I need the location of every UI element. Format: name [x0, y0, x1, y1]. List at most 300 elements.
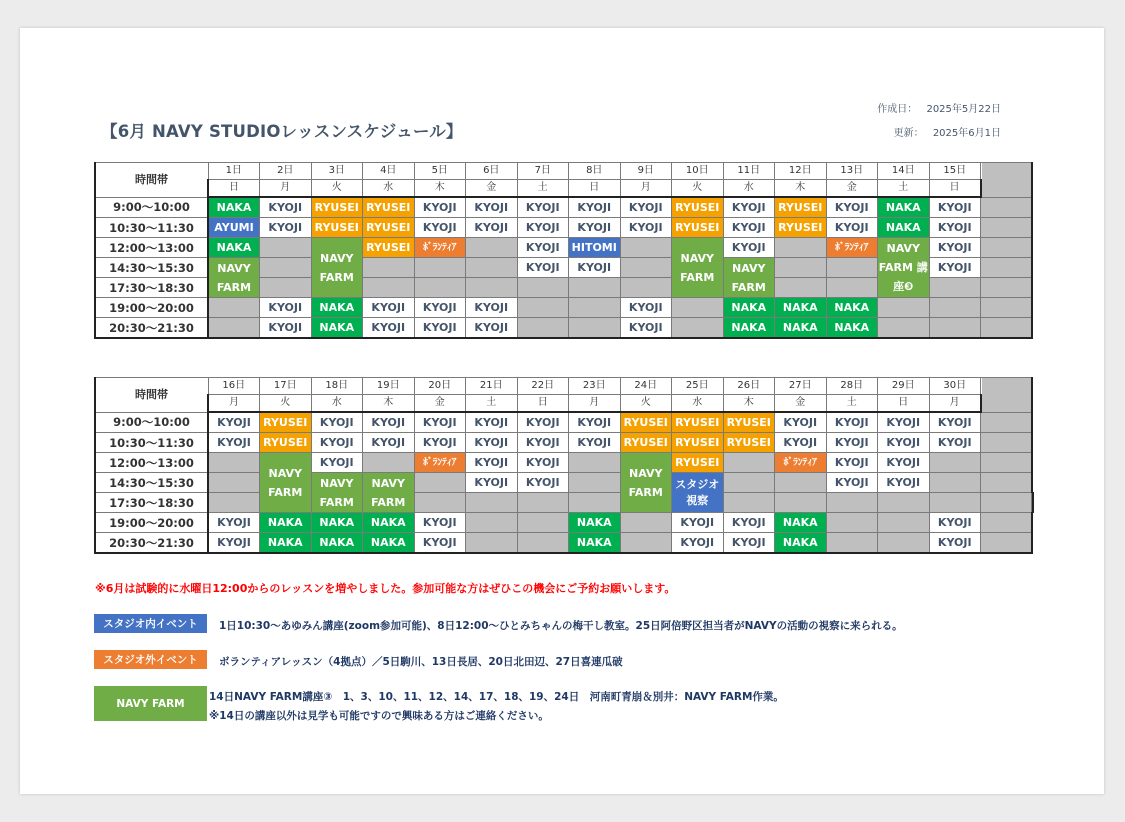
empty-slot-cell — [414, 473, 466, 493]
empty-slot-cell — [929, 473, 981, 493]
studio-event-cell: AYUMI — [208, 218, 260, 238]
lesson-cell-naka: NAKA — [723, 318, 775, 339]
empty-slot-cell — [260, 238, 312, 258]
lesson-cell-naka: NAKA — [775, 533, 827, 554]
date-cell: 2日 — [260, 163, 312, 180]
date-cell: 22日 — [517, 378, 569, 395]
weekday-header-row — [95, 395, 1033, 413]
lesson-cell: KYOJI — [672, 533, 724, 554]
lesson-cell: KYOJI — [826, 433, 878, 453]
time-slot-label: 14:30～15:30 — [95, 258, 208, 278]
legend-farm-text-2: ※14日の講座以外は見学も可能ですので興味ある方はご連絡ください。 — [209, 710, 549, 722]
weekday-cell: 月 — [620, 180, 672, 198]
empty-slot-cell — [208, 318, 260, 339]
empty-slot-cell — [620, 258, 672, 278]
weekday-cell: 土 — [878, 180, 930, 198]
created-date-value: 2025年5月22日 — [926, 104, 1001, 115]
navy-farm-cell: NAVY FARM — [260, 453, 312, 513]
weekday-cell: 月 — [569, 395, 621, 413]
weekday-cell: 金 — [775, 395, 827, 413]
lesson-cell: KYOJI — [929, 258, 981, 278]
empty-slot-cell — [466, 513, 518, 533]
empty-slot-cell — [929, 493, 981, 513]
lesson-cell: KYOJI — [208, 412, 260, 433]
date-header-row — [95, 163, 1032, 180]
empty-slot-cell — [878, 493, 930, 513]
lesson-cell: KYOJI — [929, 197, 981, 218]
weekday-cell: 水 — [311, 395, 363, 413]
volunteer-cell: ﾎﾞﾗﾝﾃｨｱ — [775, 453, 827, 473]
lesson-cell-ryusei: RYUSEI — [260, 433, 312, 453]
date-cell: 6日 — [466, 163, 518, 180]
legend-inside-event-badge — [94, 614, 207, 633]
lesson-cell: KYOJI — [569, 258, 621, 278]
legend-outside-event-badge — [94, 650, 207, 669]
empty-slot-cell — [517, 298, 569, 318]
lesson-cell: KYOJI — [260, 197, 312, 218]
weekday-cell: 金 — [466, 180, 518, 198]
date-cell: 29日 — [878, 378, 930, 395]
lesson-cell: KYOJI — [826, 218, 878, 238]
lesson-cell-ryusei: RYUSEI — [620, 412, 672, 433]
empty-slot-cell — [517, 533, 569, 554]
navy-farm-cell: NAVY FARM — [723, 258, 775, 298]
empty-slot-cell — [981, 218, 1032, 238]
date-cell: 23日 — [569, 378, 621, 395]
page-title: 【6月 NAVY STUDIOレッスンスケジュール】 — [101, 122, 463, 141]
lesson-cell: KYOJI — [414, 197, 466, 218]
empty-slot-cell — [569, 453, 621, 473]
time-slot-label: 12:00～13:00 — [95, 238, 208, 258]
lesson-cell-ryusei: RYUSEI — [775, 218, 827, 238]
empty-slot-cell — [981, 493, 1032, 513]
weekday-cell: 木 — [775, 180, 827, 198]
empty-slot-cell — [775, 258, 827, 278]
empty-slot-cell — [466, 258, 518, 278]
empty-slot-cell — [981, 298, 1032, 318]
created-date — [877, 100, 1001, 115]
time-slot-row — [95, 218, 1032, 238]
date-cell: 1日 — [208, 163, 260, 180]
lesson-cell: KYOJI — [517, 197, 569, 218]
empty-slot-cell — [260, 278, 312, 298]
lesson-cell-naka: NAKA — [878, 218, 930, 238]
empty-slot-cell — [569, 318, 621, 339]
lesson-cell-naka: NAKA — [208, 238, 260, 258]
lesson-cell-ryusei: RYUSEI — [672, 412, 724, 433]
empty-slot-cell — [208, 473, 260, 493]
weekday-cell: 火 — [311, 180, 363, 198]
empty-slot-cell — [775, 473, 827, 493]
time-slot-label: 14:30～15:30 — [95, 473, 208, 493]
date-cell: 5日 — [414, 163, 466, 180]
lesson-cell: KYOJI — [723, 533, 775, 554]
lesson-cell: KYOJI — [723, 513, 775, 533]
lesson-cell: KYOJI — [878, 412, 930, 433]
empty-slot-cell — [981, 433, 1032, 453]
weekday-cell: 木 — [723, 395, 775, 413]
time-slot-row — [95, 298, 1032, 318]
lesson-cell-naka: NAKA — [311, 533, 363, 554]
weekday-cell: 月 — [208, 395, 260, 413]
date-cell: 30日 — [929, 378, 981, 395]
empty-slot-cell — [1032, 493, 1034, 513]
time-slot-row — [95, 513, 1033, 533]
schedule-table-second-half — [94, 377, 1034, 554]
lesson-cell-naka: NAKA — [311, 513, 363, 533]
lesson-cell: KYOJI — [311, 433, 363, 453]
empty-slot-cell — [569, 473, 621, 493]
empty-slot-cell — [981, 197, 1032, 218]
lesson-cell: KYOJI — [363, 298, 415, 318]
volunteer-cell: ﾎﾞﾗﾝﾃｨｱ — [414, 238, 466, 258]
weekday-cell: 火 — [672, 180, 724, 198]
weekday-cell: 日 — [517, 395, 569, 413]
lesson-cell: KYOJI — [414, 298, 466, 318]
lesson-cell-naka: NAKA — [311, 318, 363, 339]
weekday-cell: 日 — [208, 180, 260, 198]
weekday-cell: 月 — [929, 395, 981, 413]
lesson-cell: KYOJI — [517, 473, 569, 493]
empty-slot-cell — [878, 513, 930, 533]
time-slot-label: 17:30～18:30 — [95, 493, 208, 513]
date-header-row — [95, 378, 1033, 395]
time-slot-label: 19:00～20:00 — [95, 513, 208, 533]
empty-slot-cell — [775, 238, 827, 258]
time-slot-row — [95, 453, 1033, 473]
navy-farm-cell: NAVY FARM — [311, 473, 363, 513]
time-slot-label: 9:00～10:00 — [95, 412, 208, 433]
empty-slot-cell — [620, 513, 672, 533]
date-cell: 20日 — [414, 378, 466, 395]
time-slot-row — [95, 318, 1032, 339]
lesson-cell: KYOJI — [414, 433, 466, 453]
date-cell: 21日 — [466, 378, 518, 395]
weekday-cell: 水 — [363, 180, 415, 198]
lesson-cell: KYOJI — [414, 533, 466, 554]
time-slot-row — [95, 493, 1033, 513]
empty-slot-cell — [517, 493, 569, 513]
lesson-cell: KYOJI — [517, 238, 569, 258]
empty-slot-cell — [878, 533, 930, 554]
navy-farm-cell: NAVY FARM — [208, 258, 260, 298]
legend-farm-badge — [94, 686, 207, 721]
time-slot-row — [95, 473, 1033, 493]
lesson-cell-ryusei: RYUSEI — [311, 218, 363, 238]
lesson-cell-naka: NAKA — [363, 533, 415, 554]
time-slot-label: 10:30～11:30 — [95, 218, 208, 238]
volunteer-cell: ﾎﾞﾗﾝﾃｨｱ — [826, 238, 878, 258]
empty-slot-cell — [981, 533, 1032, 554]
lesson-cell: KYOJI — [620, 298, 672, 318]
lesson-cell: KYOJI — [620, 218, 672, 238]
lesson-cell: KYOJI — [569, 218, 621, 238]
legend-outside-event-text: ボランティアレッスン（4拠点）／5日駒川、13日長居、20日北田辺、27日喜連瓜破 — [219, 656, 623, 668]
weekday-cell: 土 — [466, 395, 518, 413]
empty-slot-cell — [620, 238, 672, 258]
lesson-cell: KYOJI — [878, 473, 930, 493]
lesson-cell: KYOJI — [723, 238, 775, 258]
weekday-cell: 日 — [569, 180, 621, 198]
empty-slot-cell — [208, 453, 260, 473]
date-cell: 26日 — [723, 378, 775, 395]
weekday-cell: 金 — [414, 395, 466, 413]
volunteer-cell: ﾎﾞﾗﾝﾃｨｱ — [414, 453, 466, 473]
lesson-cell: KYOJI — [929, 412, 981, 433]
lesson-cell-ryusei: RYUSEI — [672, 218, 724, 238]
lesson-cell: KYOJI — [826, 453, 878, 473]
lesson-cell: KYOJI — [363, 433, 415, 453]
lesson-cell: KYOJI — [620, 318, 672, 339]
studio-event-cell: スタジオ 視察 — [672, 473, 724, 513]
empty-slot-cell — [363, 258, 415, 278]
lesson-cell-naka: NAKA — [826, 298, 878, 318]
lesson-cell: KYOJI — [826, 473, 878, 493]
lesson-cell: KYOJI — [569, 197, 621, 218]
empty-slot-cell — [929, 298, 981, 318]
lesson-cell: KYOJI — [466, 218, 518, 238]
date-cell: 7日 — [517, 163, 569, 180]
lesson-cell-naka: NAKA — [569, 513, 621, 533]
created-label: 作成日： — [877, 104, 918, 115]
blank-column-header — [981, 163, 1032, 198]
weekday-cell: 木 — [414, 180, 466, 198]
lesson-cell-naka: NAKA — [775, 318, 827, 339]
empty-slot-cell — [826, 493, 878, 513]
time-slot-row — [95, 238, 1032, 258]
empty-slot-cell — [981, 453, 1032, 473]
notice-text: ※6月は試験的に水曜日12:00からのレッスンを増やしました。参加可能な方はぜひこの機会にご予約お願いします。 — [95, 582, 676, 595]
time-slot-row — [95, 197, 1032, 218]
date-cell: 12日 — [775, 163, 827, 180]
lesson-cell-naka: NAKA — [723, 298, 775, 318]
lesson-cell: KYOJI — [466, 433, 518, 453]
lesson-cell-ryusei: RYUSEI — [311, 197, 363, 218]
weekday-cell: 月 — [260, 180, 312, 198]
empty-slot-cell — [723, 453, 775, 473]
empty-slot-cell — [517, 318, 569, 339]
empty-slot-cell — [981, 258, 1032, 278]
lesson-cell-naka: NAKA — [363, 513, 415, 533]
empty-slot-cell — [569, 298, 621, 318]
empty-slot-cell — [723, 493, 775, 513]
empty-slot-cell — [466, 533, 518, 554]
time-slot-row — [95, 433, 1033, 453]
empty-slot-cell — [826, 258, 878, 278]
lesson-cell: KYOJI — [208, 513, 260, 533]
lesson-cell: KYOJI — [466, 473, 518, 493]
lesson-cell: KYOJI — [517, 453, 569, 473]
blank-column-header — [981, 378, 1032, 413]
empty-slot-cell — [260, 258, 312, 278]
lesson-cell-ryusei: RYUSEI — [723, 433, 775, 453]
lesson-cell: KYOJI — [826, 197, 878, 218]
lesson-cell: KYOJI — [826, 412, 878, 433]
date-cell: 11日 — [723, 163, 775, 180]
time-slot-label: 9:00～10:00 — [95, 197, 208, 218]
empty-slot-cell — [981, 412, 1032, 433]
lesson-cell-ryusei: RYUSEI — [260, 412, 312, 433]
navy-farm-cell: NAVY FARM 講座❸ — [878, 238, 930, 298]
legend-inside-event-text: 1日10:30～あゆみん講座(zoom参加可能)、8日12:00～ひとみちゃんの梅干し教室。25日阿倍野区担当者がNAVYの活動の視察に来られる。 — [219, 620, 903, 632]
empty-slot-cell — [826, 513, 878, 533]
lesson-cell: KYOJI — [929, 513, 981, 533]
empty-slot-cell — [620, 278, 672, 298]
lesson-cell: KYOJI — [260, 298, 312, 318]
lesson-cell: KYOJI — [620, 197, 672, 218]
empty-slot-cell — [414, 278, 466, 298]
time-slot-label: 20:30～21:30 — [95, 533, 208, 554]
lesson-cell: KYOJI — [517, 218, 569, 238]
empty-slot-cell — [466, 278, 518, 298]
lesson-cell-ryusei: RYUSEI — [775, 197, 827, 218]
date-cell: 16日 — [208, 378, 260, 395]
empty-slot-cell — [569, 278, 621, 298]
legend-inside-event-label: スタジオ内イベント — [103, 618, 198, 630]
lesson-cell: KYOJI — [929, 238, 981, 258]
lesson-cell: KYOJI — [414, 412, 466, 433]
lesson-cell-naka: NAKA — [775, 298, 827, 318]
empty-slot-cell — [208, 493, 260, 513]
studio-event-cell: HITOMI — [569, 238, 621, 258]
lesson-cell: KYOJI — [723, 197, 775, 218]
navy-farm-cell: NAVY FARM — [363, 473, 415, 513]
weekday-cell: 火 — [260, 395, 312, 413]
lesson-cell-ryusei: RYUSEI — [672, 433, 724, 453]
lesson-cell: KYOJI — [517, 258, 569, 278]
weekday-cell: 水 — [723, 180, 775, 198]
lesson-cell-ryusei: RYUSEI — [723, 412, 775, 433]
lesson-cell: KYOJI — [775, 433, 827, 453]
lesson-cell: KYOJI — [466, 412, 518, 433]
weekday-cell: 日 — [929, 180, 981, 198]
navy-farm-cell: NAVY FARM — [311, 238, 363, 298]
lesson-cell-ryusei: RYUSEI — [672, 453, 724, 473]
date-cell: 9日 — [620, 163, 672, 180]
date-cell: 3日 — [311, 163, 363, 180]
weekday-cell: 水 — [672, 395, 724, 413]
lesson-cell-ryusei: RYUSEI — [363, 197, 415, 218]
empty-slot-cell — [414, 493, 466, 513]
empty-slot-cell — [929, 318, 981, 339]
date-cell: 8日 — [569, 163, 621, 180]
date-cell: 17日 — [260, 378, 312, 395]
empty-slot-cell — [878, 318, 930, 339]
empty-slot-cell — [620, 533, 672, 554]
date-cell: 28日 — [826, 378, 878, 395]
lesson-cell: KYOJI — [466, 453, 518, 473]
empty-slot-cell — [466, 493, 518, 513]
lesson-cell-naka: NAKA — [260, 513, 312, 533]
legend-farm-label: NAVY FARM — [116, 697, 185, 710]
navy-farm-cell: NAVY FARM — [620, 453, 672, 513]
lesson-cell: KYOJI — [569, 433, 621, 453]
weekday-cell: 木 — [363, 395, 415, 413]
lesson-cell: KYOJI — [260, 218, 312, 238]
schedule-table-first-half — [94, 162, 1033, 339]
empty-slot-cell — [517, 278, 569, 298]
empty-slot-cell — [981, 473, 1032, 493]
lesson-cell-naka: NAKA — [569, 533, 621, 554]
time-slot-header: 時間帯 — [95, 163, 208, 198]
weekday-cell: 土 — [826, 395, 878, 413]
lesson-cell-ryusei: RYUSEI — [363, 218, 415, 238]
lesson-cell: KYOJI — [517, 412, 569, 433]
lesson-cell: KYOJI — [414, 513, 466, 533]
empty-slot-cell — [775, 278, 827, 298]
date-cell: 18日 — [311, 378, 363, 395]
lesson-cell: KYOJI — [311, 412, 363, 433]
weekday-header-row — [95, 180, 1032, 198]
empty-slot-cell — [826, 533, 878, 554]
time-slot-row — [95, 533, 1033, 554]
date-cell: 15日 — [929, 163, 981, 180]
date-cell: 25日 — [672, 378, 724, 395]
lesson-cell-ryusei: RYUSEI — [672, 197, 724, 218]
empty-slot-cell — [723, 473, 775, 493]
empty-slot-cell — [363, 453, 415, 473]
lesson-cell: KYOJI — [672, 513, 724, 533]
lesson-cell: KYOJI — [929, 533, 981, 554]
time-slot-label: 20:30～21:30 — [95, 318, 208, 339]
lesson-cell: KYOJI — [929, 433, 981, 453]
updated-date-value: 2025年6月1日 — [932, 128, 1001, 139]
lesson-cell-ryusei: RYUSEI — [620, 433, 672, 453]
lesson-cell: KYOJI — [208, 433, 260, 453]
empty-slot-cell — [981, 238, 1032, 258]
navy-farm-cell: NAVY FARM — [672, 238, 724, 298]
lesson-cell: KYOJI — [208, 533, 260, 554]
empty-slot-cell — [672, 298, 724, 318]
date-cell: 27日 — [775, 378, 827, 395]
lesson-cell: KYOJI — [466, 318, 518, 339]
empty-slot-cell — [672, 318, 724, 339]
lesson-cell: KYOJI — [311, 453, 363, 473]
empty-slot-cell — [517, 513, 569, 533]
lesson-cell: KYOJI — [569, 412, 621, 433]
date-cell: 14日 — [878, 163, 930, 180]
lesson-cell: KYOJI — [363, 412, 415, 433]
time-slot-header: 時間帯 — [95, 378, 208, 413]
empty-slot-cell — [569, 493, 621, 513]
lesson-cell-ryusei: RYUSEI — [363, 238, 415, 258]
date-cell: 24日 — [620, 378, 672, 395]
lesson-cell-naka: NAKA — [878, 197, 930, 218]
lesson-cell: KYOJI — [929, 218, 981, 238]
legend-farm-text-1: 14日NAVY FARM講座③ 1、3、10、11、12、14、17、18、19、24日 河南町青崩＆別井：NAVY FARM作業。 — [209, 691, 784, 703]
empty-slot-cell — [414, 258, 466, 278]
time-slot-label: 19:00～20:00 — [95, 298, 208, 318]
lesson-cell: KYOJI — [260, 318, 312, 339]
lesson-cell: KYOJI — [414, 318, 466, 339]
empty-slot-cell — [466, 238, 518, 258]
empty-slot-cell — [208, 298, 260, 318]
lesson-cell: KYOJI — [517, 433, 569, 453]
time-slot-label: 12:00～13:00 — [95, 453, 208, 473]
date-cell: 4日 — [363, 163, 415, 180]
updated-date — [894, 124, 1001, 139]
lesson-cell-naka: NAKA — [826, 318, 878, 339]
updated-label: 更新： — [893, 128, 924, 139]
empty-slot-cell — [826, 278, 878, 298]
lesson-cell: KYOJI — [878, 453, 930, 473]
lesson-cell: KYOJI — [466, 197, 518, 218]
weekday-cell: 金 — [826, 180, 878, 198]
time-slot-label: 17:30～18:30 — [95, 278, 208, 298]
lesson-cell: KYOJI — [723, 218, 775, 238]
empty-slot-cell — [981, 318, 1032, 339]
empty-slot-cell — [363, 278, 415, 298]
